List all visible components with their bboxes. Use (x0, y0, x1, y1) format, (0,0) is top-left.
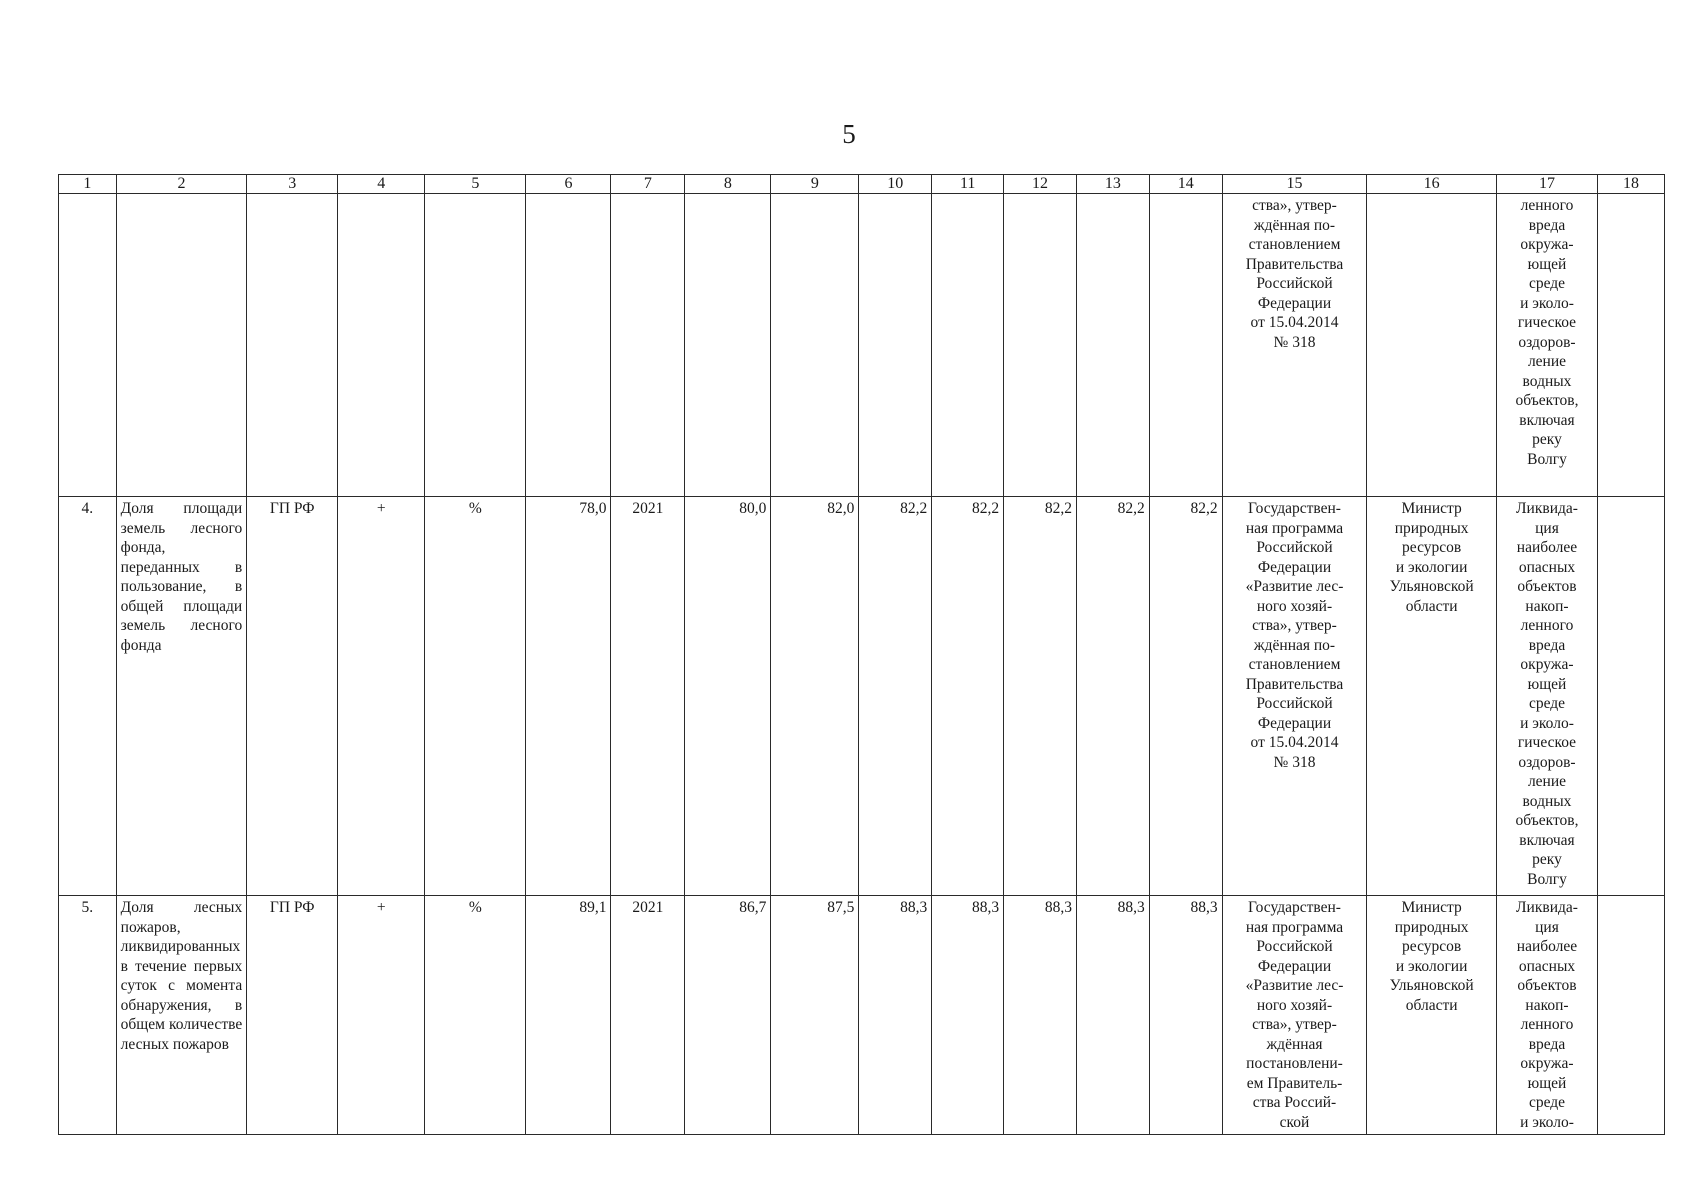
base-year-cell (611, 194, 685, 497)
value-cell (1076, 194, 1149, 497)
column-header: 17 (1496, 175, 1597, 194)
row-number: 5. (59, 896, 117, 1135)
sign-cell (338, 194, 425, 497)
sign-cell: + (338, 497, 425, 896)
indicators-table (58, 174, 1665, 1135)
note-cell (1598, 497, 1665, 896)
value-cell (1149, 194, 1222, 497)
column-header: 9 (771, 175, 859, 194)
page-number: 5 (842, 119, 856, 149)
value-cell (685, 194, 771, 497)
value-cell: 86,7 (685, 896, 771, 1135)
source-cell: ГП РФ (247, 497, 338, 896)
value-cell: 82,2 (1149, 497, 1222, 896)
goal-cell: Ликвида- ция наиболее опасных объектов накоп- ленного вреда окружа- ющей среде и эколо- (1496, 896, 1597, 1135)
value-cell (771, 194, 859, 497)
value-cell (1004, 194, 1077, 497)
value-cell: 82,2 (1076, 497, 1149, 896)
column-header: 16 (1367, 175, 1497, 194)
unit-cell: % (425, 896, 526, 1135)
goal-cell: ленного вреда окружа- ющей среде и эколо- гическое оздоров- ление водных объектов, включая реку Волгу (1496, 194, 1597, 497)
column-header: 18 (1598, 175, 1665, 194)
base-value-cell (526, 194, 611, 497)
column-header: 3 (247, 175, 338, 194)
note-cell (1598, 194, 1665, 497)
goal-cell: Ликвида- ция наиболее опасных объектов накоп- ленного вреда окружа- ющей среде и эколо- гическое оздоров- ление водных объектов, включая реку Волгу (1496, 497, 1597, 896)
column-header: 1 (59, 175, 117, 194)
source-cell (247, 194, 338, 497)
base-value-cell: 89,1 (526, 896, 611, 1135)
column-number-row (59, 175, 1665, 194)
column-header: 11 (932, 175, 1004, 194)
indicator-name: Доля лесных пожаров, ликвидированных в течение первых суток с момента обнаружения, в общем количестве лесных пожаров (116, 896, 247, 1135)
program-cell: Государствен- ная программа Российской Федерации «Развитие лес- ного хозяй- ства», утвер- ждённая постановлени- ем Правитель- ства Россий- ской (1222, 896, 1367, 1135)
value-cell (932, 194, 1004, 497)
column-header: 12 (1004, 175, 1077, 194)
value-cell: 82,2 (932, 497, 1004, 896)
value-cell: 82,2 (1004, 497, 1077, 896)
value-cell (859, 194, 932, 497)
value-cell: 88,3 (1149, 896, 1222, 1135)
table-row (59, 194, 1665, 497)
unit-cell (425, 194, 526, 497)
value-cell: 88,3 (932, 896, 1004, 1135)
value-cell: 88,3 (1004, 896, 1077, 1135)
responsible-cell: Министр природных ресурсов и экологии Ульяновской области (1367, 896, 1497, 1135)
column-header: 6 (526, 175, 611, 194)
value-cell: 80,0 (685, 497, 771, 896)
column-header: 13 (1076, 175, 1149, 194)
base-year-cell: 2021 (611, 896, 685, 1135)
column-header: 15 (1222, 175, 1367, 194)
row-number (59, 194, 117, 497)
base-value-cell: 78,0 (526, 497, 611, 896)
sign-cell: + (338, 896, 425, 1135)
unit-cell: % (425, 497, 526, 896)
value-cell: 82,2 (859, 497, 932, 896)
value-cell: 88,3 (1076, 896, 1149, 1135)
column-header: 7 (611, 175, 685, 194)
column-header: 4 (338, 175, 425, 194)
program-cell: Государствен- ная программа Российской Федерации «Развитие лес- ного хозяй- ства», утвер- ждённая по- становлением Правительства Российской Федерации от 15.04.2014 № 318 (1222, 497, 1367, 896)
indicator-name (116, 194, 247, 497)
table-row (59, 896, 1665, 1135)
value-cell: 88,3 (859, 896, 932, 1135)
note-cell (1598, 896, 1665, 1135)
base-year-cell: 2021 (611, 497, 685, 896)
value-cell: 82,0 (771, 497, 859, 896)
value-cell: 87,5 (771, 896, 859, 1135)
column-header: 14 (1149, 175, 1222, 194)
column-header: 2 (116, 175, 247, 194)
column-header: 5 (425, 175, 526, 194)
column-header: 8 (685, 175, 771, 194)
responsible-cell: Министр природных ресурсов и экологии Ульяновской области (1367, 497, 1497, 896)
table-row (59, 497, 1665, 896)
program-cell: ства», утвер- ждённая по- становлением Правительства Российской Федерации от 15.04.2014 № 318 (1222, 194, 1367, 497)
indicator-name: Доля площади земель лесного фонда, переданных в пользование, в общей площади земель лесного фонда (116, 497, 247, 896)
row-number: 4. (59, 497, 117, 896)
column-header: 10 (859, 175, 932, 194)
source-cell: ГП РФ (247, 896, 338, 1135)
responsible-cell (1367, 194, 1497, 497)
